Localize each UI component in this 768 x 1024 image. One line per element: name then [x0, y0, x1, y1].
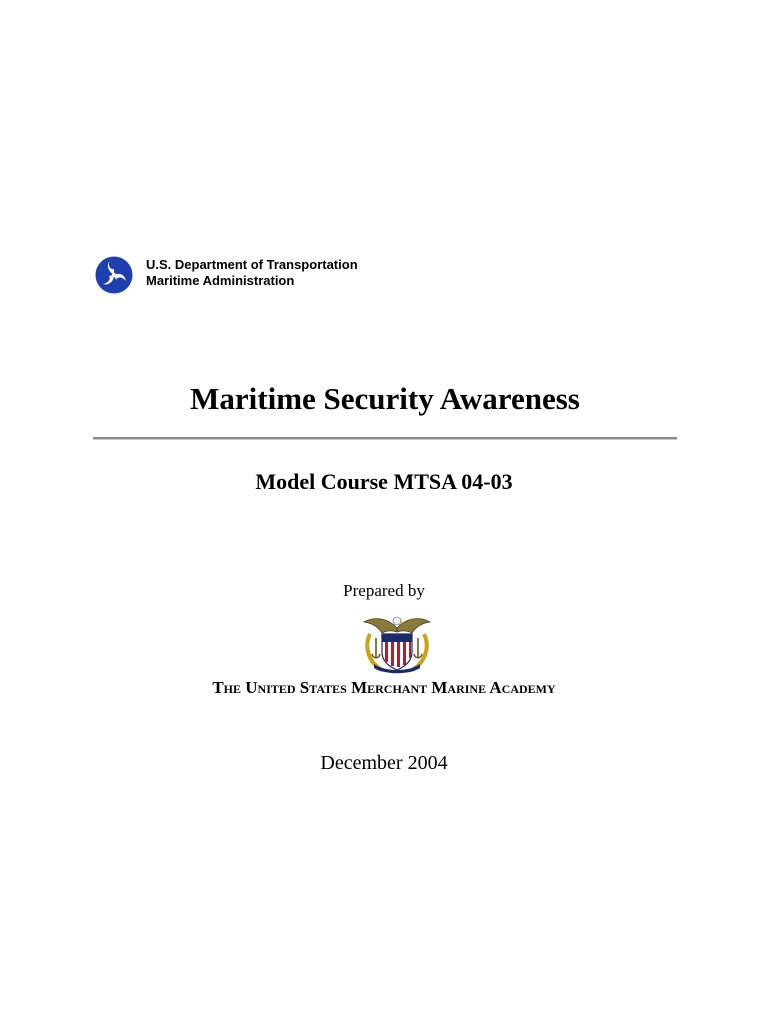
administration-name: Maritime Administration [146, 273, 295, 288]
academy-name: The United States Merchant Marine Academy [212, 678, 556, 697]
document-title: Maritime Security Awareness [190, 381, 580, 416]
dot-triskelion-logo-icon [95, 256, 133, 294]
agency-header [95, 256, 358, 294]
course-subtitle: Model Course MTSA 04-03 [255, 469, 513, 494]
merchant-marine-academy-seal-icon [360, 612, 434, 674]
publication-date: December 2004 [320, 752, 448, 774]
prepared-by-label: Prepared by [343, 581, 425, 600]
title-divider [93, 437, 677, 440]
department-name: U.S. Department of Transportation [146, 257, 358, 272]
